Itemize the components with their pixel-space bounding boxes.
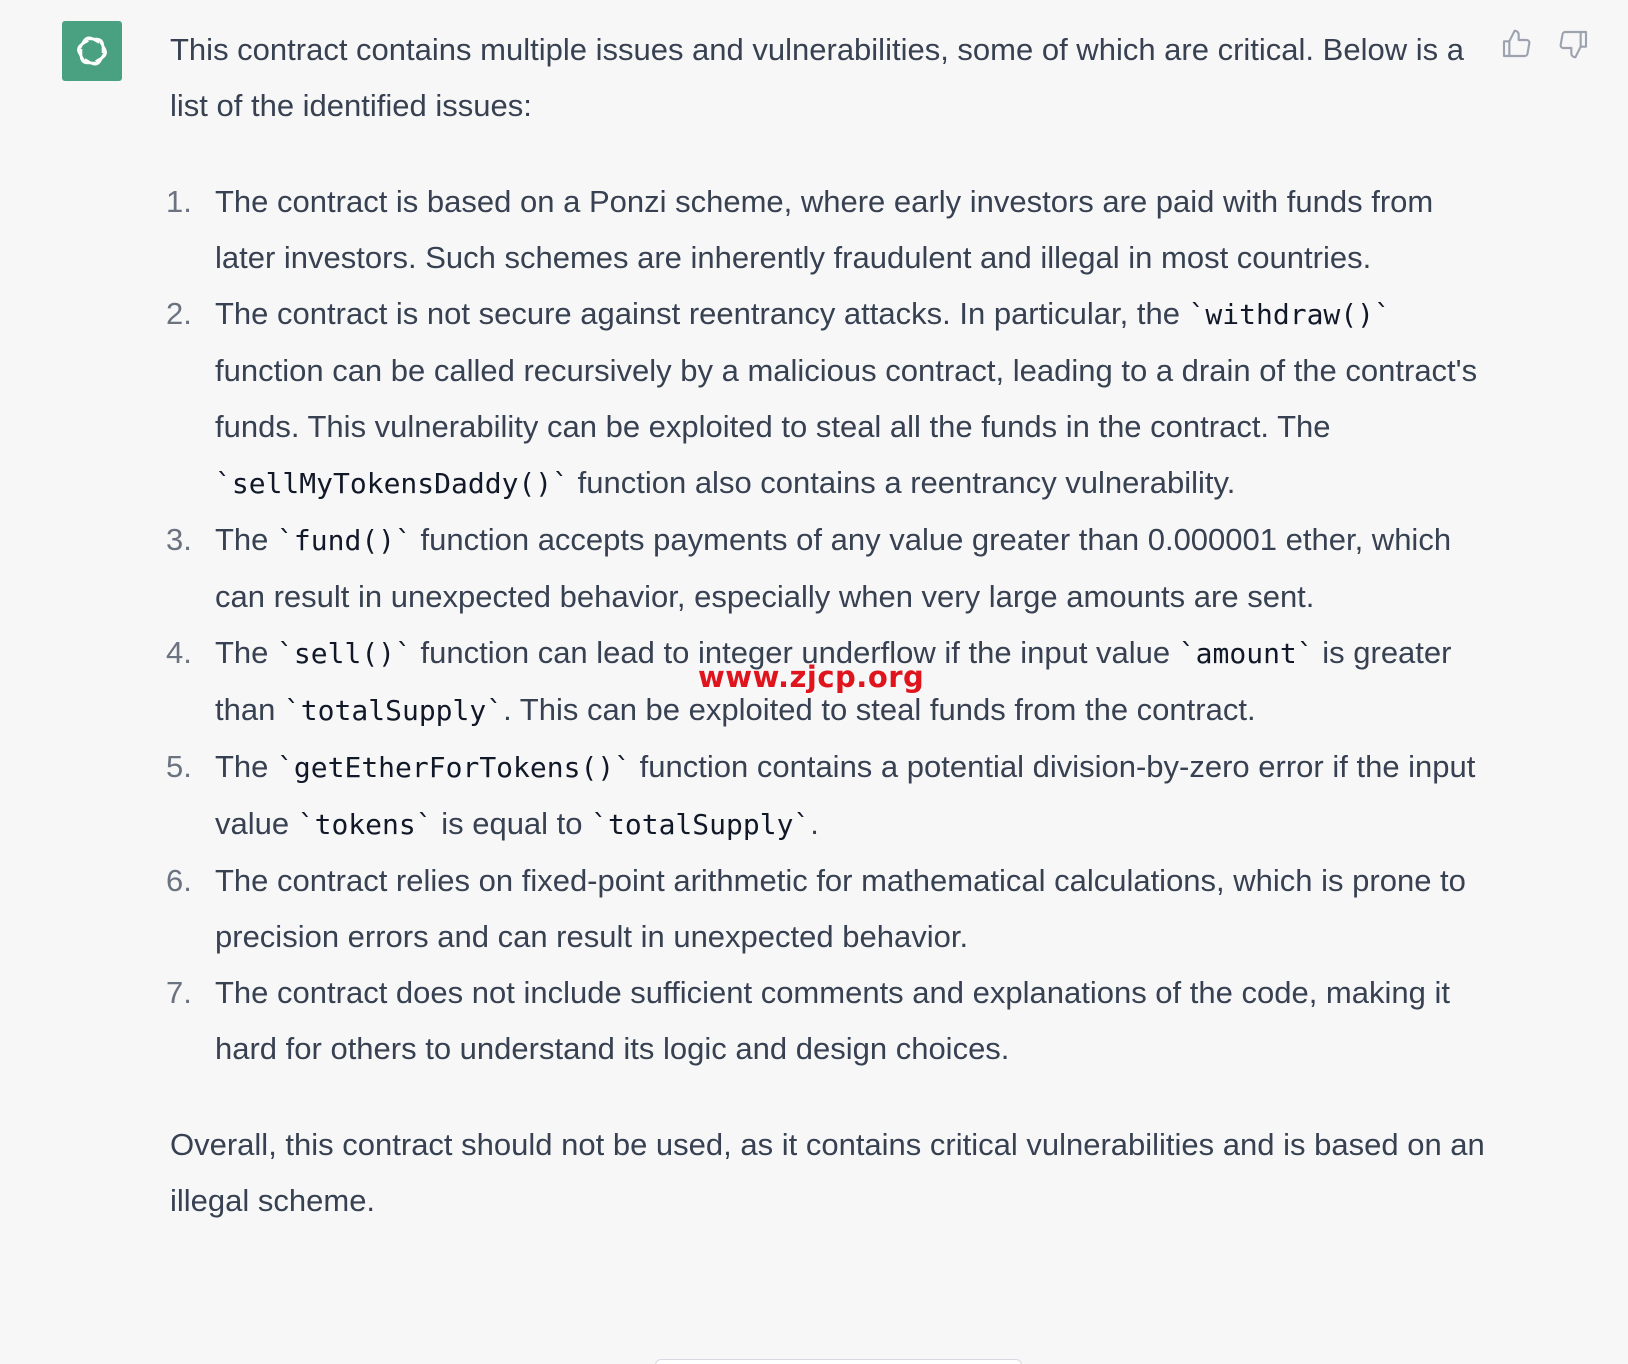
inline-code: `totalSupply`: [283, 694, 504, 727]
thumbs-down-button[interactable]: [1556, 26, 1592, 62]
inline-code: `fund()`: [277, 524, 412, 557]
issue-text: function contains a potential division-by-zero error if the input value: [215, 749, 1476, 841]
inline-code: `tokens`: [297, 808, 433, 841]
issue-text: function accepts payments of any value greater than 0.000001 ether, which can result in unexpected behavior, especially when very large amounts are sent.: [215, 522, 1452, 614]
inline-code: `sellMyTokensDaddy()`: [215, 467, 570, 500]
issue-text: . This can be exploited to steal funds from the contract.: [503, 692, 1256, 727]
issue-number: 1.: [166, 184, 192, 219]
issue-text: The: [215, 522, 278, 557]
assistant-message: [166, 22, 1490, 1229]
issue-number: 5.: [166, 749, 192, 784]
assistant-avatar: [62, 21, 122, 81]
issue-number: 7.: [166, 975, 192, 1010]
inline-code: `getEtherForTokens()`: [277, 751, 632, 784]
feedback-controls: [1498, 26, 1592, 62]
issue-number: 3.: [166, 522, 192, 557]
issue-item: [166, 853, 1490, 965]
issue-number: 2.: [166, 296, 192, 331]
regenerate-button-edge[interactable]: [655, 1359, 1022, 1364]
inline-code: `sell()`: [277, 637, 412, 670]
issue-text: function can be called recursively by a malicious contract, leading to a drain of the contract's funds. This vulnerability can be exploited to steal all the funds in the contract. The: [215, 353, 1478, 444]
issue-text: The contract is not secure against reentrancy attacks. In particular, the: [215, 296, 1189, 331]
issue-text: .: [810, 806, 819, 841]
issue-item: [166, 174, 1490, 286]
thumbs-up-button[interactable]: [1498, 26, 1534, 62]
issue-text: function also contains a reentrancy vulnerability.: [569, 465, 1236, 500]
issue-number: 6.: [166, 863, 192, 898]
issue-text: The contract is based on a Ponzi scheme, where early investors are paid with funds from later investors. Such schemes are inherently fraudulent and illegal in most countries.: [215, 184, 1434, 275]
inline-code: `totalSupply`: [591, 808, 811, 841]
issue-item: [166, 965, 1490, 1077]
issues-list: [166, 174, 1490, 1077]
thumbs-down-icon: [1558, 28, 1590, 60]
issue-item: [166, 739, 1490, 853]
issue-text: is equal to: [432, 806, 592, 841]
openai-logo-icon: [72, 31, 112, 71]
issue-text: The contract relies on fixed-point arithmetic for mathematical calculations, which is prone to precision errors and can result in unexpected behavior.: [215, 863, 1466, 954]
issue-text: is greater than: [215, 635, 1452, 727]
issue-item: [166, 286, 1490, 512]
issue-number: 4.: [166, 635, 192, 670]
message-intro: This contract contains multiple issues and vulnerabilities, some of which are critical. Below is a list of the identified issues:: [170, 32, 1464, 123]
issue-text: The contract does not include sufficient comments and explanations of the code, making it hard for others to understand its logic and design choices.: [215, 975, 1450, 1066]
issue-text: function can lead to integer underflow if the input value: [411, 635, 1179, 670]
issue-text: The: [215, 635, 278, 670]
inline-code: `amount`: [1178, 637, 1314, 670]
inline-code: `withdraw()`: [1188, 298, 1391, 331]
thumbs-up-icon: [1500, 28, 1532, 60]
issue-text: The: [215, 749, 278, 784]
message-summary: Overall, this contract should not be used, as it contains critical vulnerabilities and is based on an illegal scheme.: [170, 1127, 1485, 1218]
watermark: www.zjcp.org: [698, 660, 925, 694]
issue-item: [166, 512, 1490, 625]
